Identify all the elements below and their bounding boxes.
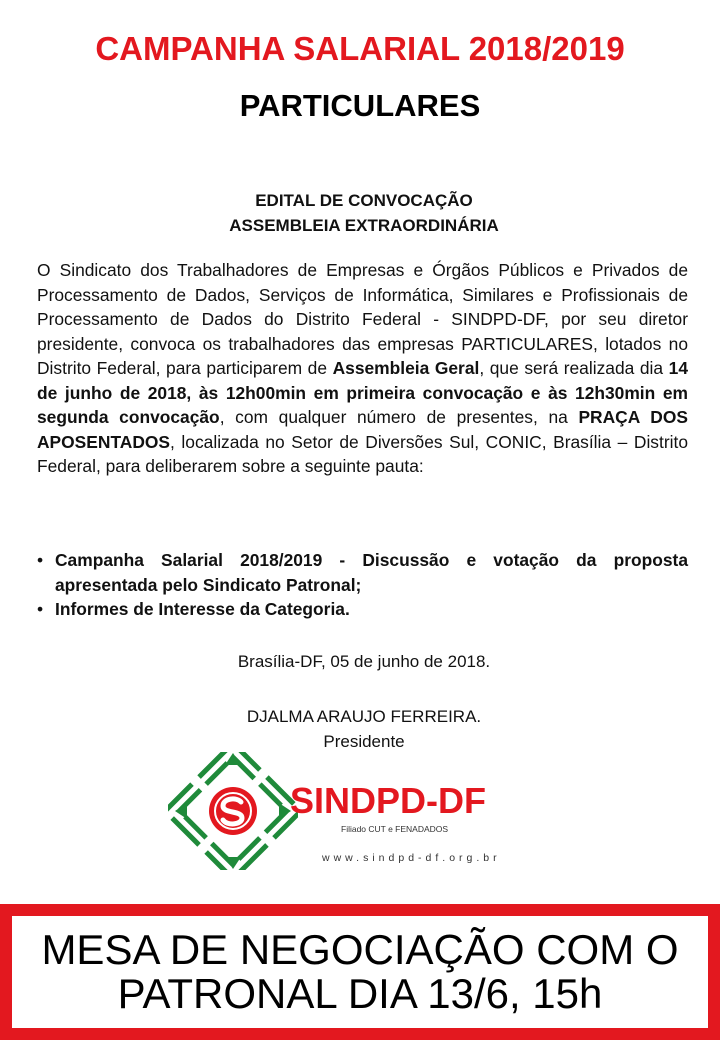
logo-wordmark: SINDPD-DF: [290, 780, 486, 821]
logo-tagline: Filiado CUT e FENADADOS: [341, 824, 449, 834]
date-line: Brasília-DF, 05 de junho de 2018.: [237, 652, 491, 671]
bullet-icon: •: [37, 550, 44, 570]
signature-block: [0, 704, 720, 754]
body-text-4: , localizada no Setor de Diversões Sul, CONIC, Brasília – Distrito Federal, para deliberarem sobre a seguinte pauta:: [37, 431, 688, 476]
signatory-role: Presidente: [323, 732, 405, 751]
body-bold-assembly: Assembleia Geral: [332, 358, 480, 378]
agenda-item: [37, 548, 688, 597]
bullet-icon: •: [37, 599, 44, 619]
edital-title: EDITAL DE CONVOCAÇÃO: [255, 191, 473, 210]
body-bold-datetime: 14 de junho de 2018, às 12h00min em primeira convocação e às 12h30min em segunda convocação: [37, 358, 688, 427]
negotiation-banner: [0, 904, 720, 1040]
campaign-title: CAMPANHA SALARIAL 2018/2019: [95, 30, 625, 67]
agenda-item-text: Campanha Salarial 2018/2019 - Discussão e votação da proposta apresentada pelo Sindicato Patronal;: [55, 550, 688, 595]
body-bold-location: PRAÇA DOS APOSENTADOS: [37, 407, 688, 452]
agenda-item: [37, 597, 688, 622]
website-url: www.sindpd-df.org.br: [322, 852, 501, 864]
signatory-name: DJALMA ARAUJO FERREIRA.: [246, 707, 482, 726]
edital-heading: [0, 188, 720, 238]
banner-line-2: PATRONAL DIA 13/6, 15h: [117, 970, 603, 1017]
banner-line-1: MESA DE NEGOCIAÇÃO COM O: [41, 926, 679, 973]
body-text-1: O Sindicato dos Trabalhadores de Empresas e Órgãos Públicos e Privados de Processamento de Dados, Serviços de Informática, Similares e Profissionais de Processamento de Dados do Distrito Federal - SINDPD-DF, por seu diretor presidente, convoca os trabalhadores das empresas PARTICULARES, lotados no Distrito Federal, para participarem de: [37, 260, 688, 378]
agenda-list: [37, 548, 688, 622]
assembly-type: ASSEMBLEIA EXTRAORDINÁRIA: [229, 216, 499, 235]
body-text-3: , com qualquer número de presentes, na: [219, 407, 579, 427]
convocation-paragraph: [37, 258, 688, 479]
campaign-subtitle: PARTICULARES: [239, 88, 481, 123]
sindpd-logo-icon: [168, 752, 298, 870]
body-text-2: , que será realizada dia: [479, 358, 669, 378]
agenda-item-text: Informes de Interesse da Categoria.: [55, 599, 350, 619]
